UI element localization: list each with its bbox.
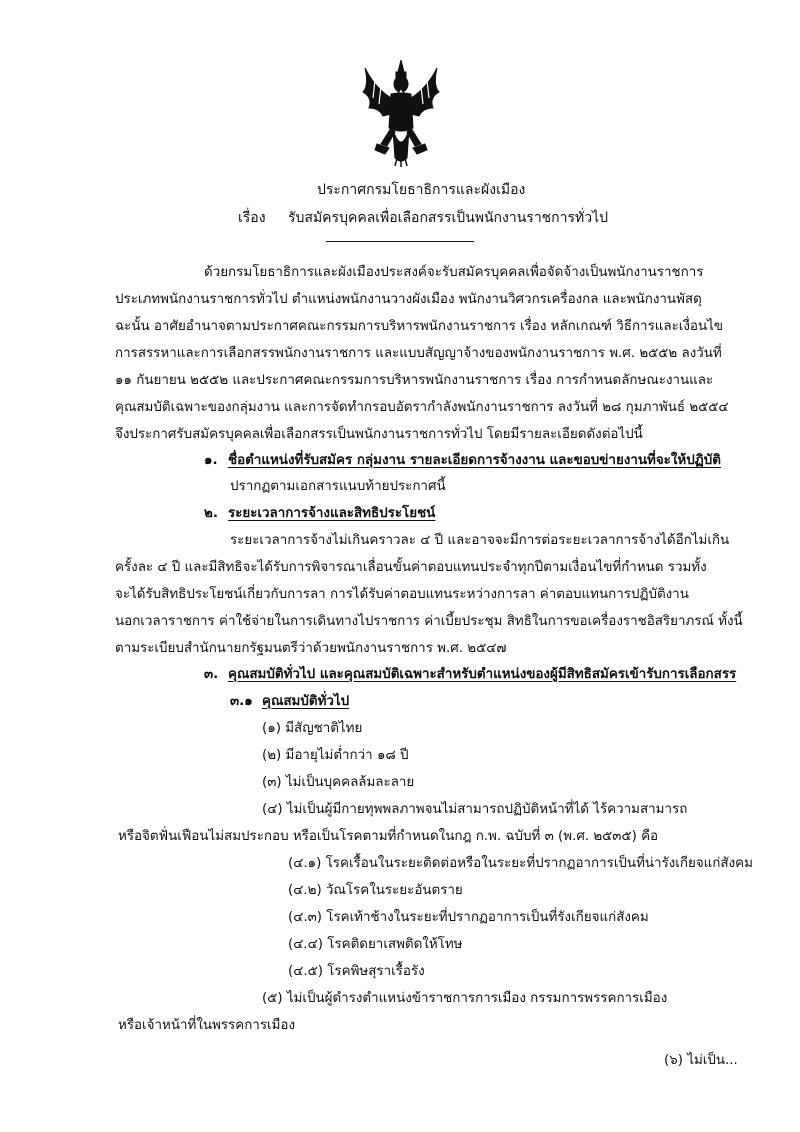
- intro-line: ฉะนั้น อาศัยอำนาจตามประกาศคณะกรรมการบริหารพนักงานราชการ เรื่อง หลักเกณฑ์ วิธีการและเงื่อนไข: [115, 319, 723, 334]
- section-2-line: ตามระเบียบสำนักนายกรัฐมนตรีว่าด้วยพนักงานราชการ พ.ศ. ๒๕๔๗: [115, 641, 507, 656]
- section-3-number: ๓.: [204, 667, 219, 682]
- qualification-item: (๔) ไม่เป็นผู้มีกายทุพพลภาพจนไม่สามารถปฏิบัติหน้าที่ได้ ไร้ความสามารถ: [262, 802, 688, 817]
- section-1-body: ปรากฏตามเอกสารแนบท้ายประกาศนี้: [230, 479, 446, 494]
- qualification-item-continued: หรือเจ้าหน้าที่ในพรรคการเมือง: [118, 1018, 295, 1033]
- section-2-line: ระยะเวลาการจ้างไม่เกินคราวละ ๔ ปี และอาจจะมีการต่อระยะเวลาการจ้างได้อีกไม่เกิน: [230, 533, 730, 548]
- intro-line: คุณสมบัติเฉพาะของกลุ่มงาน และการจัดทำกรอบอัตรากำลังพนักงานราชการ ลงวันที่ ๒๘ กุมภาพันธ์ ๒๕๕๔: [115, 400, 729, 415]
- section-3-heading: คุณสมบัติทั่วไป และคุณสมบัติเฉพาะสำหรับตำแหน่งของผู้มีสิทธิสมัครเข้ารับการเลือกสรร: [228, 667, 737, 682]
- issuer-title: ประกาศกรมโยธาธิการและผังเมือง: [317, 182, 526, 198]
- garuda-emblem-icon: [355, 58, 447, 168]
- title-rule: [326, 241, 474, 242]
- qualification-item: (๑) มีสัญชาติไทย: [262, 721, 363, 736]
- section-2-line: จะได้รับสิทธิประโยชน์เกี่ยวกับการลา การได้รับค่าตอบแทนระหว่างการลา ค่าตอบแทนการปฏิบัติงาน: [115, 587, 689, 602]
- section-2-line: นอกเวลาราชการ ค่าใช้จ่ายในการเดินทางไปราชการ ค่าเบี้ยประชุม สิทธิในการขอเครื่องราชอิสริยาภรณ์ ทั้งนี้: [115, 614, 743, 629]
- section-3-1-number: ๓.๑: [230, 694, 253, 709]
- subject-prefix: เรื่อง: [238, 210, 266, 226]
- page-continuation-marker: (๖) ไม่เป็น...: [664, 1053, 738, 1068]
- disease-item: (๔.๑) โรคเรื้อนในระยะติดต่อหรือในระยะที่ปรากฏอาการเป็นที่น่ารังเกียจแก่สังคม: [288, 856, 753, 871]
- intro-line: ๑๑ กันยายน ๒๕๕๒ และประกาศคณะกรรมการบริหารพนักงานราชการ เรื่อง การกำหนดลักษณะงานและ: [115, 373, 714, 388]
- qualification-item: (๕) ไม่เป็นผู้ดำรงตำแหน่งข้าราชการการเมือง กรรมการพรรคการเมือง: [262, 991, 668, 1006]
- section-2-number: ๒.: [204, 506, 218, 521]
- section-1-heading: ชื่อตำแหน่งที่รับสมัคร กลุ่มงาน รายละเอียดการจ้างงาน และขอบข่ายงานที่จะให้ปฏิบัติ: [228, 453, 721, 468]
- qualification-item-continued: หรือจิตฟั่นเฟือนไม่สมประกอบ หรือเป็นโรคตามที่กำหนดในกฎ ก.พ. ฉบับที่ ๓ (พ.ศ. ๒๕๓๕) คือ: [118, 829, 659, 844]
- qualification-item: (๓) ไม่เป็นบุคคลล้มละลาย: [262, 775, 415, 790]
- disease-item: (๔.๕) โรคพิษสุราเรื้อรัง: [288, 964, 425, 979]
- section-2-heading: ระยะเวลาการจ้างและสิทธิประโยชน์: [228, 506, 436, 521]
- intro-line: จึงประกาศรับสมัครบุคคลเพื่อเลือกสรรเป็นพนักงานราชการทั่วไป โดยมีรายละเอียดดังต่อไปนี้: [115, 427, 643, 442]
- intro-line: ด้วยกรมโยธาธิการและผังเมืองประสงค์จะรับสมัครบุคคลเพื่อจัดจ้างเป็นพนักงานราชการ: [204, 265, 704, 280]
- section-2-line: ครั้งละ ๔ ปี และมีสิทธิจะได้รับการพิจารณาเลื่อนขั้นค่าตอบแทนประจำทุกปีตามเงื่อนไขที่กำหนด รวมทั้ง: [115, 560, 707, 575]
- intro-line: การสรรหาและการเลือกสรรพนักงานราชการ และแบบสัญญาจ้างของพนักงานราชการ พ.ศ. ๒๕๕๒ ลงวันที่: [115, 346, 722, 361]
- disease-item: (๔.๓) โรคเท้าช้างในระยะที่ปรากฏอาการเป็นที่รังเกียจแก่สังคม: [288, 910, 649, 925]
- intro-line: ประเภทพนักงานราชการทั่วไป ตำแหน่งพนักงานวางผังเมือง พนักงานวิศวกรเครื่องกล และพนักงานพัสดุ: [115, 292, 702, 307]
- disease-item: (๔.๔) โรคติดยาเสพติดให้โทษ: [288, 937, 463, 952]
- section-3-1-heading: คุณสมบัติทั่วไป: [262, 694, 350, 709]
- section-1-number: ๑.: [204, 453, 218, 468]
- subject-title: รับสมัครบุคคลเพื่อเลือกสรรเป็นพนักงานราชการทั่วไป: [288, 210, 609, 226]
- disease-item: (๔.๒) วัณโรคในระยะอันตราย: [288, 883, 463, 898]
- qualification-item: (๒) มีอายุไม่ต่ำกว่า ๑๘ ปี: [262, 748, 409, 763]
